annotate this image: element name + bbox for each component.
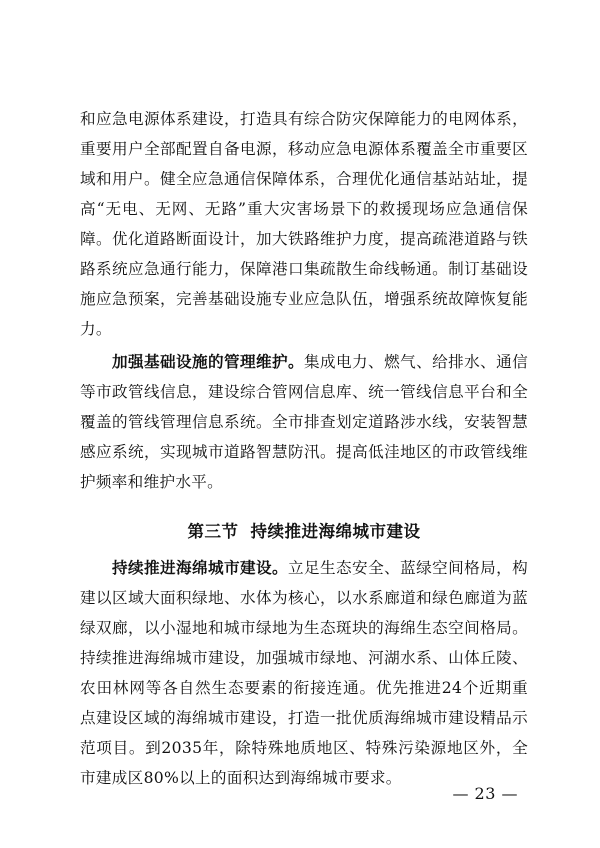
paragraph-text: 集成电力、燃气、给排水、通信等市政管线信息，建设综合管网信息库、统一管线信息平台和全覆盖的管线管理信息系统。全市排查划定道路涉水线，安装智慧感应系统，实现城市道路智慧防汛。提高低洼地区的市政管线维护频率和维护水平。 <box>80 353 528 491</box>
paragraph-infrastructure-maintenance <box>80 347 528 497</box>
page-number: — 23 — <box>452 784 518 803</box>
page-content <box>80 104 528 793</box>
section-heading <box>80 517 528 547</box>
paragraph-text: 立足生态安全、蓝绿空间格局，构建以区域大面积绿地、水体为核心，以水系廊道和绿色廊道为蓝绿双廊，以小湿地和城市绿地为生态斑块的海绵生态空间格局。持续推进海绵城市建设，加强城市绿地、河湖水系、山体丘陵、农田林网等各自然生态要素的衔接连通。优先推进24个近期重点建设区域的海绵城市建设，打造一批优质海绵城市建设精品示范项目。到2035年，除特殊地质地区、特殊污染源地区外，全市建成区80%以上的面积达到海绵城市要求。 <box>80 559 528 787</box>
paragraph-lead: 持续推进海绵城市建设。 <box>112 558 289 577</box>
paragraph-power-comms-roads <box>80 104 528 344</box>
section-number: 第三节 <box>187 522 239 541</box>
section-title: 持续推进海绵城市建设 <box>250 522 421 541</box>
paragraph-text: 和应急电源体系建设，打造具有综合防灾保障能力的电网体系，重要用户全部配置自备电源，移动应急电源体系覆盖全市重要区域和用户。健全应急通信保障体系，合理优化通信基站站址，提高“无电、无网、无路”重大灾害场景下的救援现场应急通信保障。优化道路断面设计，加大铁路维护力度，提高疏港道路与铁路系统应急通行能力，保障港口集疏散生命线畅通。制订基础设施应急预案，完善基础设施专业应急队伍，增强系统故障恢复能力。 <box>80 110 528 338</box>
paragraph-sponge-city <box>80 553 528 793</box>
paragraph-lead: 加强基础设施的管理维护。 <box>112 352 305 371</box>
